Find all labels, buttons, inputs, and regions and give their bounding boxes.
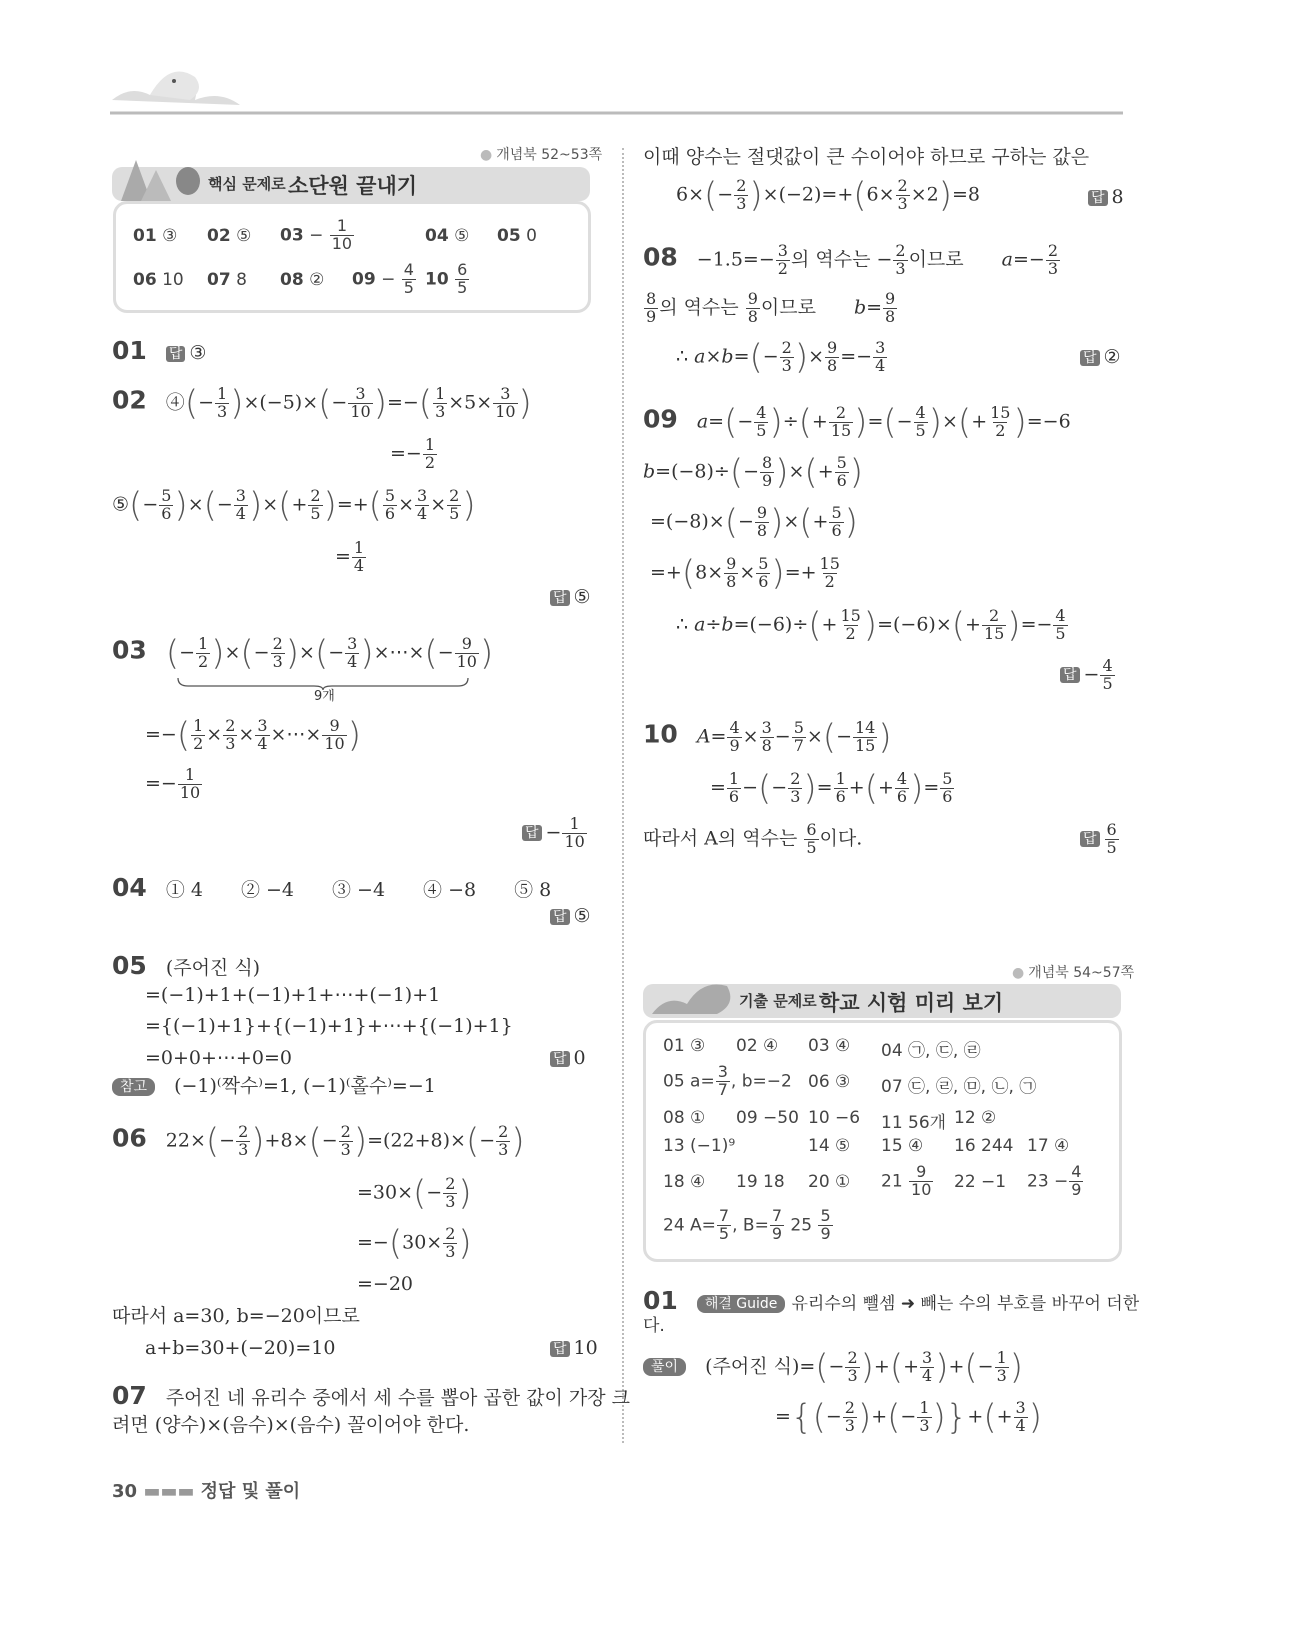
g2-15: 15 ④ [881,1136,924,1156]
q05-line1: 05 (주어진 식) [112,951,261,980]
g2-20: 20 ① [808,1172,851,1192]
footer: 30 ▬▬▬ 정답 및 풀이 [112,1481,301,1502]
s01-line4: ={(− $\frac{2}{3}$ )+(− $\frac{1}{3}$ )}+(+ $\frac{3}{4}$ ) [775,1397,1042,1438]
q10-line3: 따라서 A의 역수는 $\frac{6}{5}$ 이다. [643,820,863,857]
q04-answer: 답 ⑤ [550,907,591,926]
q02-answer: 답 ⑤ [550,588,591,607]
banner-exam-prefix: 기출 문제로 [739,992,817,1010]
q07-line2: 려면 (양수)×(음수)×(음수) 꼴이어야 한다. [112,1414,470,1436]
q05-answer: 답 0 [550,1049,586,1068]
q03-count: 9개 [314,689,335,704]
q09-line3: =(−8)×(− $\frac{9}{8}$ )×(+ $\frac{5}{6}$ ) [650,502,858,543]
q05-line3: ={(−1)+1}+{(−1)+1}+⋯+{(−1)+1} [145,1015,513,1037]
g2-10: 10 −6 [808,1108,861,1128]
underbrace [176,676,471,690]
q03-line2: =−( $\frac{1}{2}$ × $\frac{2}{3}$ × $\frac{3}{4}$ ×⋯× $\frac{9}{10}$ ) [145,715,361,756]
dragon-icon [647,974,737,1018]
g2-04: 04 ㉠, ㉢, ㉣ [881,1041,981,1061]
g2-11: 11 56개 [881,1113,947,1133]
g2-16: 16 244 [954,1136,1014,1156]
g1-06: 06 10 [133,270,184,290]
q08-answer: 답 ② [1080,348,1121,367]
q06-line2: =30×(− $\frac{2}{3}$ ) [357,1173,472,1214]
q02-line2: =− $\frac{1}{2}$ [390,435,436,472]
banner-core-title: 소단원 끝내기 [288,174,418,198]
g2-07: 07 ㉢, ㉣, ㉤, ㉡, ㉠ [881,1077,1037,1097]
g2-01: 01 ③ [663,1036,706,1056]
g1-04: 04 ⑤ [425,226,470,246]
g2-09: 09 −50 [736,1108,799,1128]
q10-answer: 답 $\frac{6}{5}$ [1080,822,1120,857]
g2-06: 06 ③ [808,1072,851,1092]
q10-line1: 10 A= $\frac{4}{9}$ × $\frac{3}{8}$ − $\frac{5}{7}$ ×(− $\frac{14}{15}$ ) [643,717,892,758]
g1-02: 02 ⑤ [207,226,252,246]
s01-line1: 01 해결 Guide 유리수의 뺄셈 ➜ 빼는 수의 부호를 바꾸어 더한 [643,1286,1140,1315]
bird-icon [116,155,206,201]
s01-line3: 풀이 (주어진 식)=(− $\frac{2}{3}$ )+(+ $\frac{3}{4}$ )+(− $\frac{1}{3}$ ) [643,1350,1023,1385]
g2-19: 19 18 [736,1172,785,1192]
g2-05: 05 a= $\frac{3}{7}$ , b=−2 [663,1062,792,1099]
q02-line4: = $\frac{1}{4}$ [335,538,365,575]
g2-24: 24 A= $\frac{7}{5}$ , B= $\frac{7}{9}$ 25 $\frac{5}{9}$ [663,1206,831,1243]
q05-line2: =(−1)+1+(−1)+1+⋯+(−1)+1 [145,984,441,1006]
g1-03: 03 − $\frac{1}{10}$ [280,216,353,253]
g2-13: 13 (−1)⁹ [663,1136,736,1156]
banner-exam-title: 학교 시험 미리 보기 [819,991,1004,1015]
g1-10: 10 $\frac{6}{5}$ [425,260,468,297]
s01-line2: 다. [643,1316,665,1336]
ref-left: ● 개념북 52~53쪽 [480,144,602,164]
q06-line4: =−20 [357,1273,414,1295]
q08-line2: $\frac{8}{9}$ 의 역수는 $\frac{9}{8}$ 이므로 b= $\frac{9}{8}$ [646,289,896,326]
g2-08: 08 ① [663,1108,706,1128]
q09-line1: 09 a=(− $\frac{4}{5}$ )÷(+ $\frac{2}{15}$ )=(− $\frac{4}{5}$ )×(+ $\frac{15}{2}$ )=−6 [643,402,1071,443]
g1-09: 09 − $\frac{4}{5}$ [352,260,414,297]
g2-21: 21 $\frac{9}{10}$ [881,1162,932,1199]
g2-03: 03 ④ [808,1036,851,1056]
g1-07: 07 8 [207,270,247,290]
q07-line3: 이때 양수는 절댓값이 큰 수이어야 하므로 구하는 값은 [643,146,1090,168]
q09-line5: ∴ a÷b=(−6)÷(+ $\frac{15}{2}$ )=(−6)×(+ $\frac{2}{15}$ )=− $\frac{4}{5}$ [676,605,1066,646]
q06-line6: a+b=30+(−20)=10 [145,1337,336,1359]
banner-exam [643,984,1121,1018]
g1-05: 05 0 [497,226,537,246]
g2-14: 14 ⑤ [808,1136,851,1156]
q04: 04 ① 4 ② −4 ③ −4 ④ −8 ⑤ 8 [112,873,552,902]
q06-line3: =−(30× $\frac{2}{3}$ ) [357,1223,472,1264]
q09-line2: b=(−8)÷(− $\frac{8}{9}$ )×(+ $\frac{5}{6}$ ) [643,452,864,493]
banner-core [112,167,590,201]
q06-line1: 06 22×(− $\frac{2}{3}$ )+8×(− $\frac{2}{3}$ )=(22+8)×(− $\frac{2}{3}$ ) [112,1121,525,1162]
q05-line4: =0+0+⋯+0=0 [145,1047,292,1069]
header-decoration [110,65,1125,120]
column-divider [622,148,624,1443]
q03-line1: 03 (− $\frac{1}{2}$ )×(− $\frac{2}{3}$ )×(− $\frac{3}{4}$ )×⋯×(− $\frac{9}{10}$ ) [112,633,494,674]
q03-line3: =− $\frac{1}{10}$ [145,765,201,802]
banner-core-prefix: 핵심 문제로 [208,175,286,193]
g1-08: 08 ② [280,270,325,290]
q06-line5: 따라서 a=30, b=−20이므로 [112,1305,360,1327]
q09-line4: =+(8× $\frac{9}{8}$ × $\frac{5}{6}$ )=+ $\frac{15}{2}$ [650,553,840,594]
g2-02: 02 ④ [736,1036,779,1056]
q09-answer: 답 − $\frac{4}{5}$ [1060,658,1116,693]
q03-answer: 답 − $\frac{1}{10}$ [522,816,588,851]
g2-18: 18 ④ [663,1172,706,1192]
q01: 01 답 ③ [112,336,207,365]
q07-line1: 07 주어진 네 유리수 중에서 세 수를 뽑아 곱한 값이 가장 크 [112,1381,630,1410]
g2-23: 23 − $\frac{4}{9}$ [1027,1162,1082,1199]
g2-22: 22 −1 [954,1172,1007,1192]
q05-ref: 참고 (−1)⁽짝수⁾=1, (−1)⁽홀수⁾=−1 [112,1077,436,1096]
q07-answer: 답 8 [1088,188,1124,207]
q02-line3: ⑤(− $\frac{5}{6}$ )×(− $\frac{3}{4}$ )×(+ $\frac{2}{5}$ )=+( $\frac{5}{6}$ × $\frac{3}{4}$ × $\frac{2}{5}$ ) [112,485,476,526]
g1-01: 01 ③ [133,226,178,246]
q07-line4: 6×(− $\frac{2}{3}$ )×(−2)=+(6× $\frac{2}{3}$ ×2)=8 [676,175,981,216]
ref-right: ● 개념북 54~57쪽 [1012,962,1134,982]
g2-17: 17 ④ [1027,1136,1070,1156]
q06-answer: 답 10 [550,1339,598,1358]
q08-line3: ∴ a×b=(− $\frac{2}{3}$ )× $\frac{9}{8}$ =− $\frac{3}{4}$ [676,337,886,378]
q02-line1: 02 ④(− $\frac{1}{3}$ )×(−5)×(− $\frac{3}{10}$ )=−( $\frac{1}{3}$ ×5× $\frac{3}{10}$ ) [112,383,532,424]
q10-line2: = $\frac{1}{6}$ −(− $\frac{2}{3}$ )= $\frac{1}{6}$ +(+ $\frac{4}{6}$ )= $\frac{5}{6}$ [710,768,953,809]
q08-line1: 08 −1.5=− $\frac{3}{2}$ 의 역수는 − $\frac{2}{3}$ 이므로 a=− $\frac{2}{3}$ [643,241,1058,278]
g2-12: 12 ② [954,1108,997,1128]
